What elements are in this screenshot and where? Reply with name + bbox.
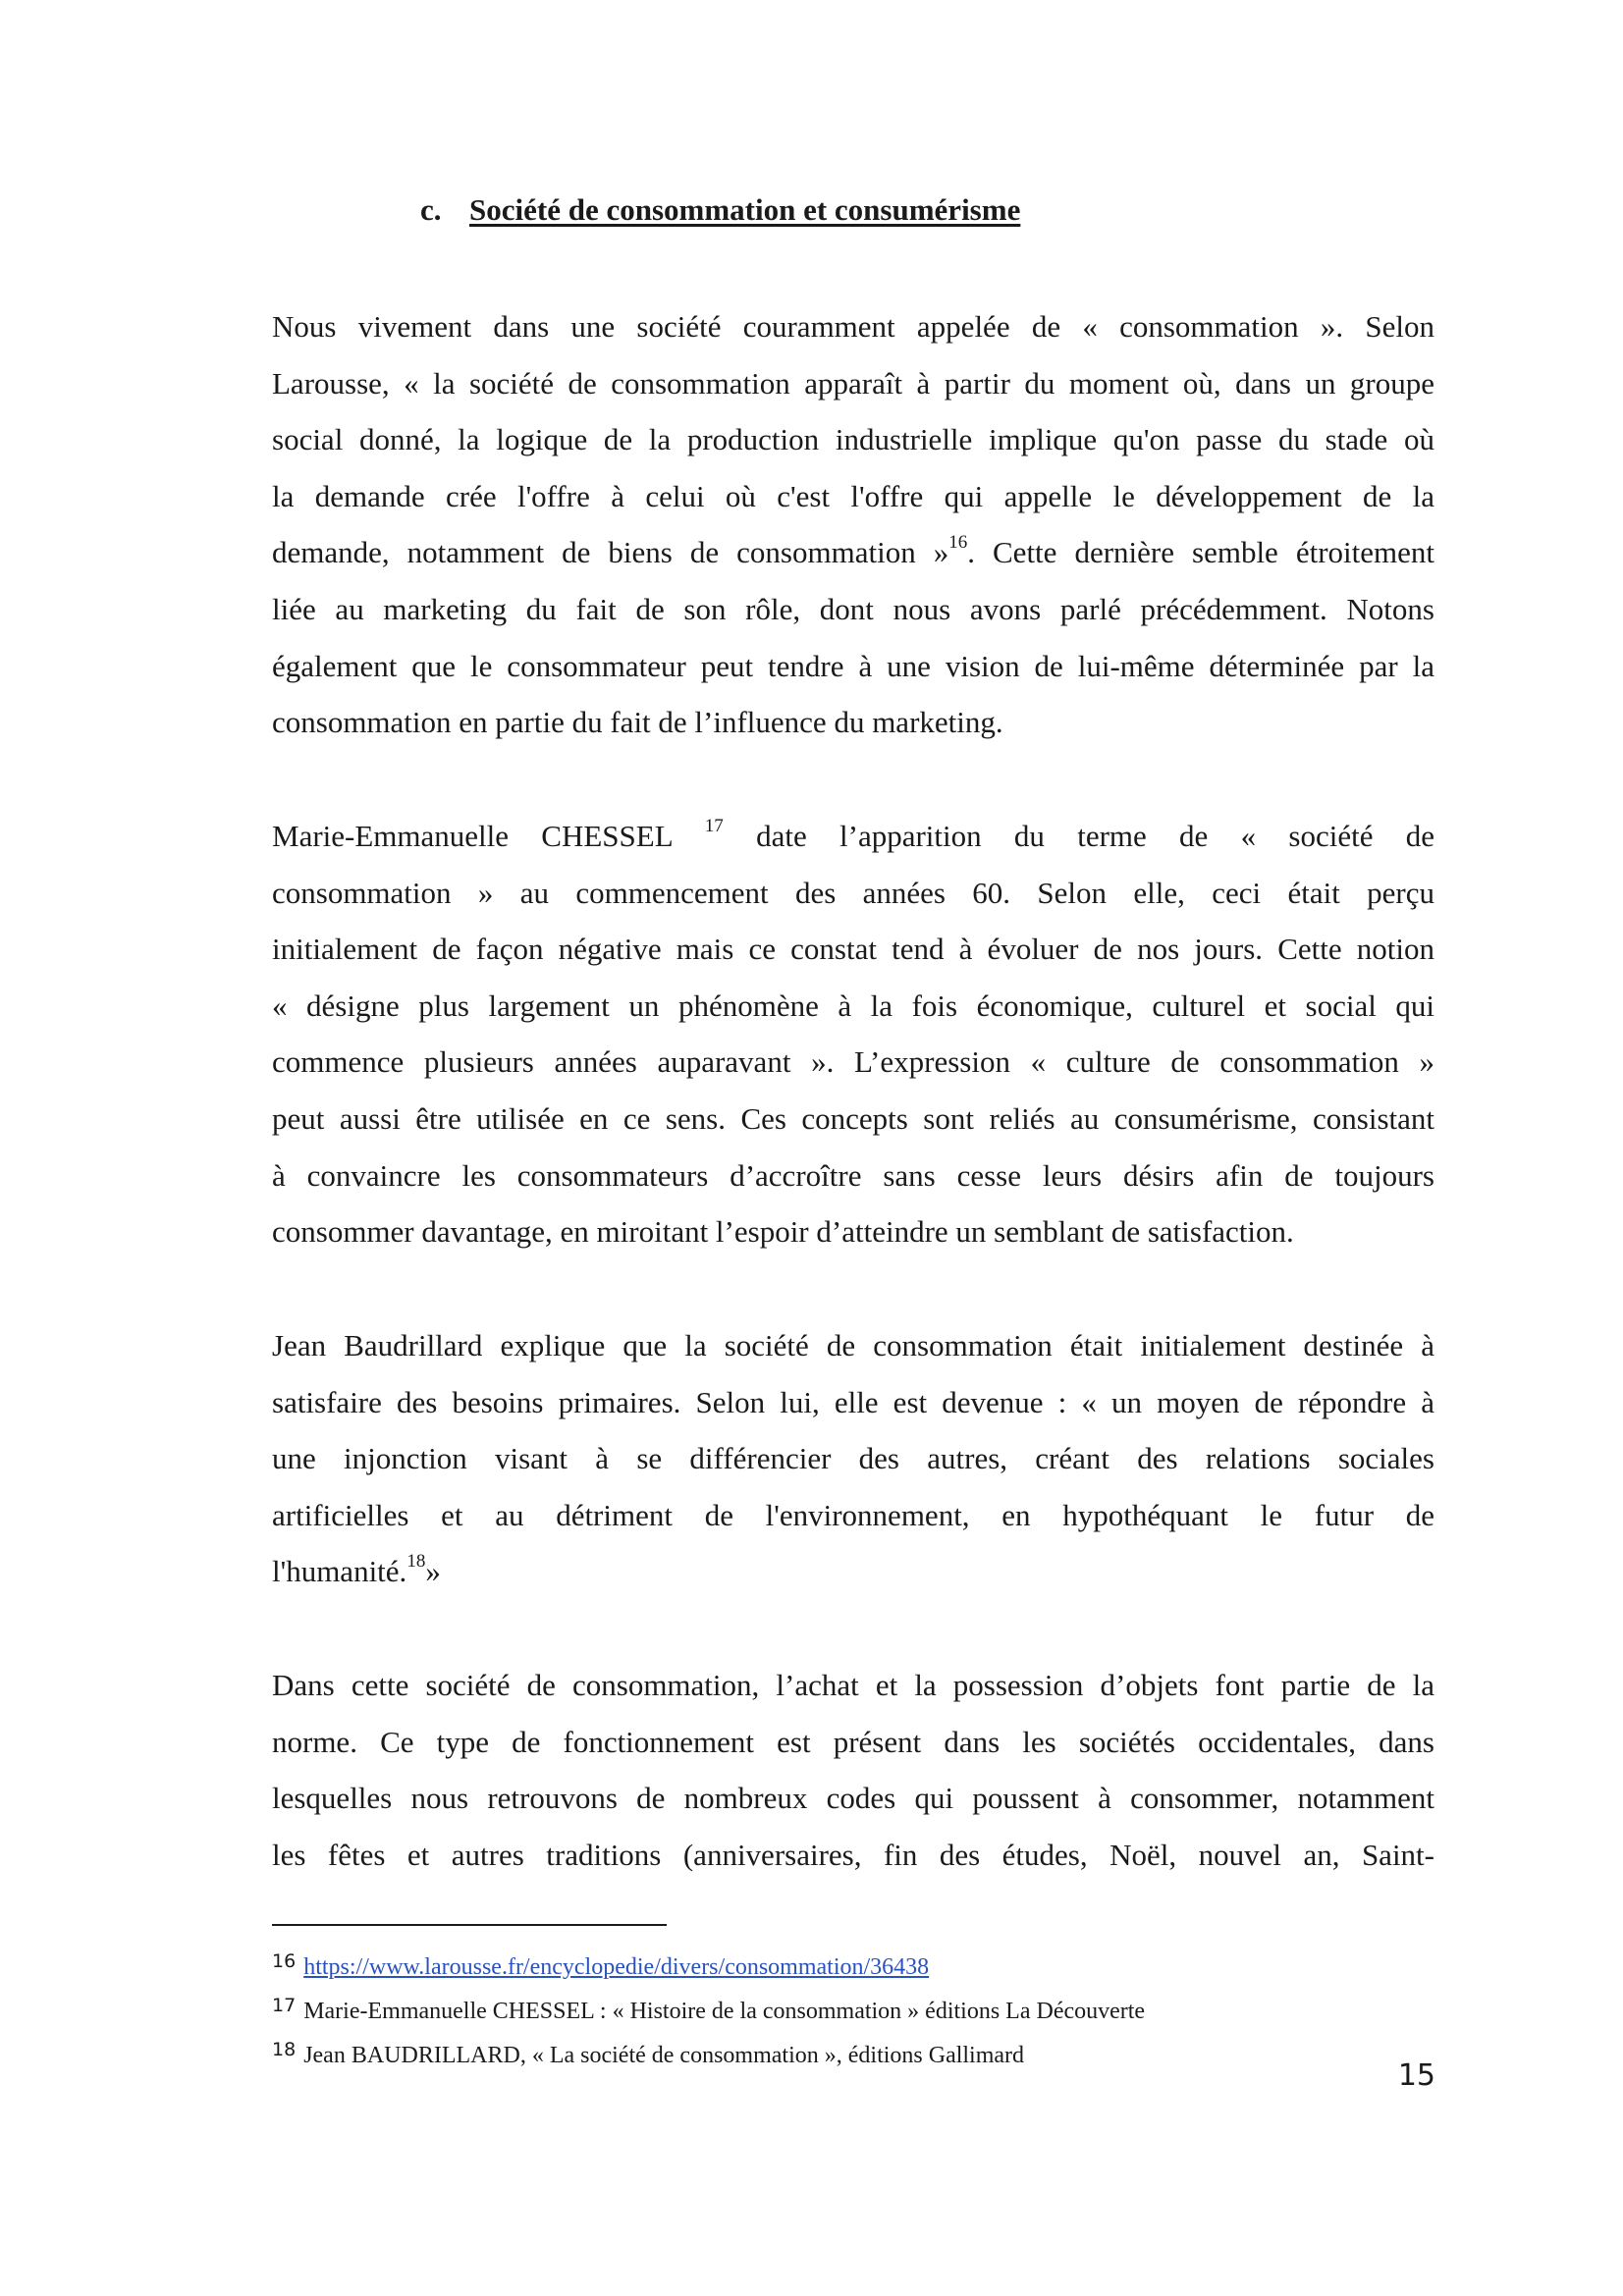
footnote-number: 17 xyxy=(272,1995,297,2016)
text-line: Dans cette société de consommation, l’achat et la possession d’objets font partie de la xyxy=(272,1668,1434,1702)
text-line: consommation en partie du fait de l’influence du marketing. xyxy=(272,705,1003,740)
text-line: norme. Ce type de fonctionnement est présent dans les sociétés occidentales, dans xyxy=(272,1724,1434,1759)
text-line: également que le consommateur peut tendre à une vision de lui-même déterminée par la xyxy=(272,648,1434,683)
text-line: une injonction visant à se différencier des autres, créant des relations sociales xyxy=(272,1441,1434,1476)
footnote-ref-18[interactable]: 18 xyxy=(406,1551,426,1573)
text-line-with-footnote xyxy=(272,1543,1434,1600)
footnote-ref-16[interactable]: 16 xyxy=(948,532,968,554)
text-line: les fêtes et autres traditions (anniversaires, fin des études, Noël, nouvel an, Saint- xyxy=(272,1837,1434,1872)
text-line: consommation » au commencement des années 60. Selon elle, ceci était perçu xyxy=(272,875,1434,910)
footnote-number: 18 xyxy=(272,2039,297,2060)
text-line-with-footnote xyxy=(272,524,1434,581)
text-line: Nous vivement dans une société couramment appelée de « consommation ». Selon xyxy=(272,309,1434,344)
text-line: lesquelles nous retrouvons de nombreux codes qui poussent à consommer, notamment xyxy=(272,1781,1434,1816)
footnote-text: Marie-Emmanuelle CHESSEL : « Histoire de la consommation » éditions La Découverte xyxy=(303,1999,1146,2024)
footnote-16 xyxy=(272,1943,1434,1987)
paragraph-4 xyxy=(272,1657,1434,1883)
footnote-ref-17[interactable]: 17 xyxy=(704,815,724,836)
text-line: peut aussi être utilisée en ce sens. Ces concepts sont reliés au consumérisme, consistant xyxy=(272,1100,1434,1136)
paragraph-1 xyxy=(272,298,1434,751)
text-line: Jean Baudrillard explique que la société de consommation était initialement destinée à xyxy=(272,1328,1434,1362)
footnote-number: 16 xyxy=(272,1950,297,1972)
footnote-link[interactable]: https://www.larousse.fr/encyclopedie/divers/consommation/36438 xyxy=(303,1954,930,1980)
text-segment: » xyxy=(425,1554,441,1589)
text-line: commence plusieurs années auparavant ». L’expression « culture de consommation » xyxy=(272,1044,1434,1080)
page-number: 15 xyxy=(1397,2058,1435,2093)
text-line: la demande crée l'offre à celui où c'est l'offre qui appelle le développement de la xyxy=(272,478,1434,513)
text-line: social donné, la logique de la production industrielle implique qu'on passe du stade où xyxy=(272,422,1434,457)
footnote-separator xyxy=(272,1924,667,1926)
section-heading xyxy=(420,192,1020,228)
footnote-18 xyxy=(272,2031,1434,2075)
section-letter: c. xyxy=(420,192,442,227)
footnote-text: Jean BAUDRILLARD, « La société de consommation », éditions Gallimard xyxy=(303,2043,1025,2068)
text-line: satisfaire des besoins primaires. Selon lui, elle est devenue : « un moyen de répondre à xyxy=(272,1384,1434,1419)
text-segment: Marie-Emmanuelle CHESSEL xyxy=(272,819,673,853)
text-line: initialement de façon négative mais ce constat tend à évoluer de nos jours. Cette notion xyxy=(272,932,1434,967)
text-line: « désigne plus largement un phénomène à la fois économique, culturel et social qui xyxy=(272,988,1434,1023)
text-segment: date l’apparition du terme de « société de xyxy=(756,819,1435,853)
footnotes xyxy=(272,1943,1434,2075)
text-line: consommer davantage, en miroitant l’espoir d’atteindre un semblant de satisfaction. xyxy=(272,1214,1294,1250)
paragraph-2 xyxy=(272,808,1434,1260)
text-line: à convaincre les consommateurs d’accroître sans cesse leurs désirs afin de toujours xyxy=(272,1157,1434,1193)
text-line: Larousse, « la société de consommation apparaît à partir du moment où, dans un groupe xyxy=(272,365,1434,400)
text-line-with-footnote xyxy=(272,808,1434,865)
footnote-17 xyxy=(272,1987,1434,2031)
section-title: Société de consommation et consumérisme xyxy=(469,192,1021,227)
paragraph-3 xyxy=(272,1317,1434,1600)
text-segment: demande, notamment de biens de consommation » xyxy=(272,535,949,570)
text-segment: l'humanité. xyxy=(272,1554,407,1589)
text-line: liée au marketing du fait de son rôle, dont nous avons parlé précédemment. Notons xyxy=(272,591,1434,626)
text-line: artificielles et au détriment de l'environnement, en hypothéquant le futur de xyxy=(272,1497,1434,1532)
text-segment: . Cette dernière semble étroitement xyxy=(967,535,1434,570)
